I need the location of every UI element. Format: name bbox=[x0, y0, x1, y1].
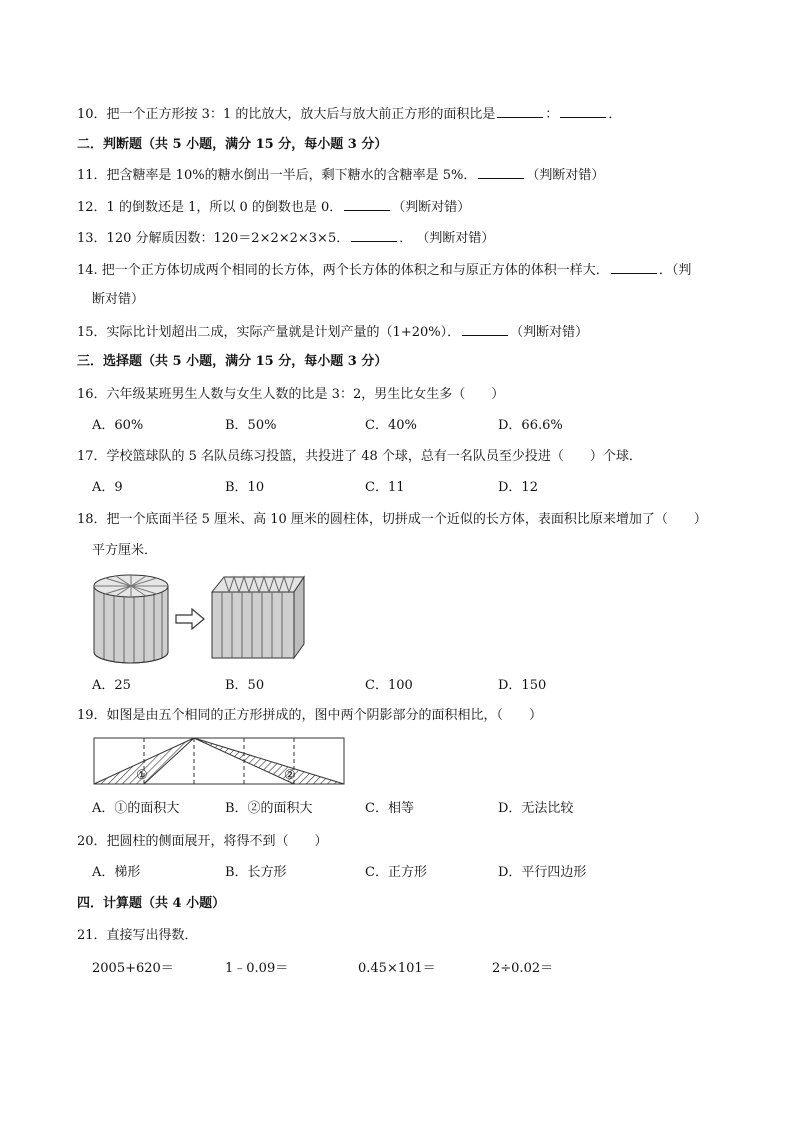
question-12-text: 12．1 的倒数还是 1，所以 0 的倒数也是 0． bbox=[77, 200, 343, 215]
option-a: A．60% bbox=[92, 418, 144, 433]
option-c: C．相等 bbox=[365, 801, 414, 816]
option-d: D．66.6% bbox=[498, 418, 563, 433]
question-15-text: 15．实际比计划超出二成，实际产量就是计划产量的（1+20%）． bbox=[77, 325, 461, 340]
cuboid-image bbox=[212, 577, 304, 658]
cylinder-image bbox=[94, 575, 168, 663]
question-14-text: 14. 把一个正方体切成两个相同的长方体，两个长方体的体积之和与原正方体的体积一样大． bbox=[77, 263, 609, 278]
option-b: B．50 bbox=[225, 678, 265, 693]
question-21-text: 21．直接写出得数． bbox=[77, 928, 198, 943]
calc-item: 0.45×101＝ bbox=[358, 961, 436, 976]
question-15 bbox=[77, 323, 588, 342]
five-squares-figure bbox=[92, 736, 345, 786]
option-d: D．150 bbox=[498, 678, 547, 693]
question-19-text: 19．如图是由五个相同的正方形拼成的，图中两个阴影部分的面积相比，（ ） bbox=[77, 708, 543, 723]
ratio-colon: ： bbox=[545, 107, 559, 122]
option-c: C．11 bbox=[365, 480, 405, 495]
question-17-text: 17．学校篮球队的 5 名队员练习投篮，共投进了 48 个球，总有一名队员至少投进（ ）个球． bbox=[77, 449, 642, 464]
option-b: B．②的面积大 bbox=[225, 801, 313, 816]
option-d: D．无法比较 bbox=[498, 801, 574, 816]
option-a: A．25 bbox=[92, 678, 131, 693]
answer-blank bbox=[497, 105, 543, 118]
section-heading-choice: 三．选择题（共 5 小题，满分 15 分，每小题 3 分） bbox=[77, 354, 388, 369]
question-10-text: 10．把一个正方形按 3：1 的比放大，放大后与放大前正方形的面积比是 bbox=[77, 107, 496, 122]
option-b: B．10 bbox=[225, 480, 265, 495]
answer-blank bbox=[611, 261, 657, 274]
option-c: C．40% bbox=[365, 418, 417, 433]
cylinder-to-cuboid-figure bbox=[92, 572, 307, 667]
question-11-tail: （判断对错） bbox=[526, 168, 605, 183]
option-c: C．100 bbox=[365, 678, 413, 693]
option-b: B．50% bbox=[225, 418, 277, 433]
question-10 bbox=[77, 105, 621, 124]
question-18-text: 18．把一个底面半径 5 厘米、高 10 厘米的圆柱体，切拼成一个近似的长方体，表面积比原来增加了（ ） bbox=[77, 512, 707, 527]
question-14-continuation: 断对错） bbox=[92, 292, 145, 307]
option-a: A．①的面积大 bbox=[92, 801, 180, 816]
question-14 bbox=[77, 261, 691, 280]
question-13 bbox=[77, 229, 494, 248]
arrow-right-icon bbox=[176, 609, 204, 629]
question-15-tail: （判断对错） bbox=[510, 325, 589, 340]
answer-blank bbox=[351, 229, 397, 242]
question-18-continuation: 平方厘米． bbox=[92, 543, 158, 558]
region-label-1: ① bbox=[136, 768, 148, 783]
question-16-text: 16．六年级某班男生人数与女生人数的比是 3：2，男生比女生多（ ） bbox=[77, 387, 505, 402]
section-heading-calculation: 四．计算题（共 4 小题） bbox=[77, 896, 226, 911]
option-b: B．长方形 bbox=[225, 865, 287, 880]
option-a: A．梯形 bbox=[92, 865, 141, 880]
question-12 bbox=[77, 198, 470, 217]
question-end-mark: ． bbox=[608, 107, 622, 122]
calc-item: 1﹣0.09＝ bbox=[225, 961, 289, 976]
calc-item: 2÷0.02＝ bbox=[492, 961, 554, 976]
question-11 bbox=[77, 166, 604, 185]
option-d: D．12 bbox=[498, 480, 538, 495]
calc-item: 2005+620＝ bbox=[92, 961, 174, 976]
answer-blank bbox=[478, 166, 524, 179]
section-heading-judgement: 二．判断题（共 5 小题，满分 15 分，每小题 3 分） bbox=[77, 137, 388, 152]
option-d: D．平行四边形 bbox=[498, 865, 587, 880]
question-14-tail: ．（判 bbox=[658, 263, 692, 278]
option-c: C．正方形 bbox=[365, 865, 427, 880]
question-13-text: 13．120 分解质因数：120＝2×2×2×3×5． bbox=[77, 231, 350, 246]
answer-blank bbox=[560, 105, 606, 118]
question-12-tail: （判断对错） bbox=[392, 200, 471, 215]
shaded-region-2 bbox=[194, 738, 344, 784]
question-13-tail: ． （判断对错） bbox=[399, 231, 495, 246]
answer-blank bbox=[344, 198, 390, 211]
option-a: A．9 bbox=[92, 480, 123, 495]
region-label-2: ② bbox=[284, 768, 296, 783]
question-20-text: 20．把圆柱的侧面展开，将得不到（ ） bbox=[77, 834, 328, 849]
question-11-text: 11．把含糖率是 10%的糖水倒出一半后，剩下糖水的含糖率是 5%． bbox=[77, 168, 477, 183]
answer-blank bbox=[462, 323, 508, 336]
